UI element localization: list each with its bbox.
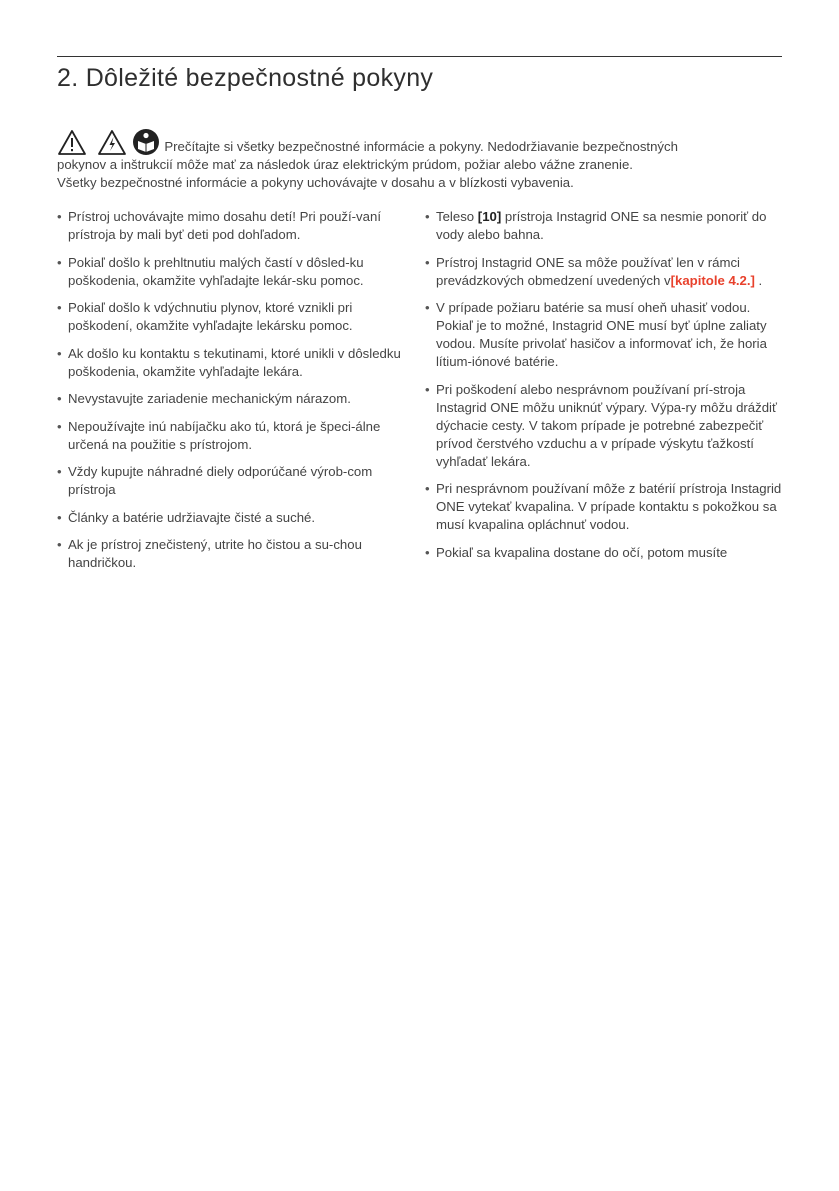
warning-triangle-icon xyxy=(57,129,87,156)
left-bullet-list xyxy=(57,208,415,582)
list-item: • Pri nesprávnom používaní môže z batérií prístroja Instagrid ONE vytekať kvapalina. V prípade kontaktu s pokožkou sa musí kvapalina opláchnuť vodou. xyxy=(425,480,785,534)
item-text: . xyxy=(754,272,763,288)
list-item: • Nevystavujte zariadenie mechanickým nárazom. xyxy=(57,390,415,408)
right-bullet-list xyxy=(425,208,785,571)
list-item: • Vždy kupujte náhradné diely odporúčané výrob-com prístroja xyxy=(57,463,415,499)
header-rule xyxy=(57,56,782,57)
list-item: • Pokiaľ sa kvapalina dostane do očí, potom musíte xyxy=(425,544,785,562)
intro-paragraph xyxy=(57,128,785,192)
list-item: • V prípade požiaru batérie sa musí oheň uhasiť vodou. Pokiaľ je to možné, Instagrid ONE musí byť úplne zaliaty vodou. Musíte privolať hasičov a informovať ich, že horia lítium-iónové batérie. xyxy=(425,299,785,371)
list-item: • Nepoužívajte inú nabíjačku ako tú, ktorá je špeci-álne určená na použitie s prístrojom. xyxy=(57,418,415,454)
chapter-link[interactable]: [kapitole 4.2.] xyxy=(670,272,755,288)
safety-icons xyxy=(57,128,160,156)
list-item: • Ak došlo ku kontaktu s tekutinami, ktoré unikli v dôsledku poškodenia, okamžite vyhľadajte lekára. xyxy=(57,345,415,381)
electric-hazard-icon xyxy=(97,129,127,156)
list-item: • Prístroj uchovávajte mimo dosahu detí! Pri použí-vaní prístroja by mali byť deti pod dohľadom. xyxy=(57,208,415,244)
list-item xyxy=(425,208,785,244)
item-text: prístroja Instagrid ONE sa nesmie ponoriť do vody alebo bahna. xyxy=(436,209,767,242)
part-reference: [10] xyxy=(477,209,502,224)
item-text: Teleso xyxy=(436,209,478,224)
intro-line-1: Prečítajte si všetky bezpečnostné informácie a pokyny. Nedodržiavanie bezpečnostných xyxy=(164,139,678,154)
list-item: • Pokiaľ došlo k vdýchnutiu plynov, ktoré vznikli pri poškodení, okamžite vyhľadajte lekársku pomoc. xyxy=(57,299,415,335)
intro-line-2: pokynov a inštrukcií môže mať za následok úraz elektrickým prúdom, požiar alebo vážne zranenie. xyxy=(57,157,633,172)
list-item xyxy=(425,254,785,290)
item-text: Prístroj Instagrid ONE sa môže používať len v rámci prevádzkových obmedzení uvedených v xyxy=(436,254,740,288)
list-item: • Články a batérie udržiavajte čisté a suché. xyxy=(57,509,415,527)
list-item: • Pokiaľ došlo k prehltnutiu malých častí v dôsled-ku poškodenia, okamžite vyhľadajte lekár-sku pomoc. xyxy=(57,254,415,290)
section-title: 2. Dôležité bezpečnostné pokyny xyxy=(57,64,434,92)
intro-line-3: Všetky bezpečnostné informácie a pokyny uchovávajte v dosahu a v blízkosti vybavenia. xyxy=(57,175,574,190)
read-manual-icon xyxy=(132,128,160,156)
list-item: • Pri poškodení alebo nesprávnom používaní prí-stroja Instagrid ONE môžu uniknúť výpary. Výpa-ry môžu dráždiť dýchacie cesty. V takom prípade je potrebné zabezpečiť prívod čerstvého vzduchu a v prípade výskytu ťažkostí vyhľadať lekára. xyxy=(425,381,785,471)
list-item: • Ak je prístroj znečistený, utrite ho čistou a su-chou handričkou. xyxy=(57,536,415,572)
